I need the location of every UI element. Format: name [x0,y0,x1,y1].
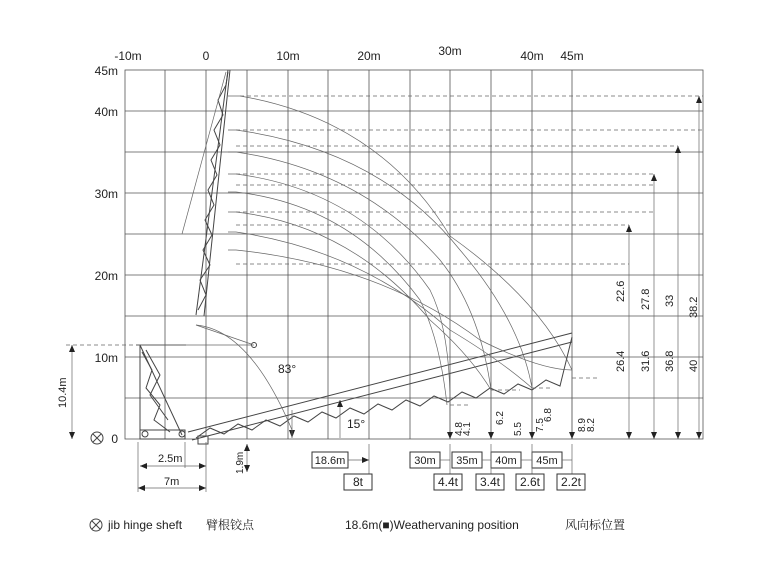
height-range-low: 26.4 [615,350,627,372]
y-tick-label: 0 [111,432,118,446]
height-range-high: 22.6 [615,280,627,302]
radius-box-label: 45m [536,455,558,467]
height-range-high: 33 [664,294,676,307]
tip-height-b: 6.8 [543,408,554,422]
load-box-label: 2.6t [519,475,541,489]
weathervane-legend-text: 18.6m(■)Weathervaning position [345,518,519,532]
dim-7-label: 7m [164,476,180,488]
tip-height-b: 4.1 [462,422,473,436]
load-box-label: 3.4t [479,475,501,489]
height-range-low: 40 [688,359,700,372]
y-axis-labels [95,64,119,446]
jib-curves [228,96,572,405]
x-axis-labels [114,44,583,63]
height-range-high: 27.8 [640,288,652,310]
radius-box-label: 30m [414,455,436,467]
height-range-low: 36.8 [664,350,676,372]
height-range-high: 38.2 [688,296,700,318]
hinge-height-label: 10.4m [57,377,69,408]
load-box-label: 8t [352,475,364,489]
legend [90,517,625,532]
tip-height-b: 8.2 [586,418,597,432]
y-tick-label: 40m [94,105,118,119]
hinge-legend-text: jib hinge sheft [108,518,183,532]
load-box-label: 4.4t [437,475,459,489]
tip-height-b: 5.5 [513,422,524,436]
min-angle-label: 15° [347,417,366,431]
tip-height-a: 4.8 [454,422,465,436]
tip-height-a: 8.9 [577,418,588,432]
radius-box-label: 35m [456,455,478,467]
x-tick-label: 20m [357,49,381,63]
radius-boxes [312,444,572,475]
tip-height-a: 6.2 [495,411,506,425]
height-range-low: 31.6 [640,350,652,372]
y-tick-label: 30m [94,187,118,201]
x-tick-label: 45m [560,49,584,63]
y-tick-label: 10m [94,351,118,365]
hinge-symbol-icon [91,432,103,444]
dim-1-9-label: 1.9m [235,451,246,474]
y-tick-label: 20m [94,269,118,283]
height-dashes [236,96,703,264]
y-tick-label: 45m [94,64,118,78]
height-dimension-lines [626,96,702,439]
x-tick-label: 0 [202,49,210,63]
weathervane-legend-text-cn: 风向标位置 [565,518,626,532]
x-tick-label: 40m [520,49,544,63]
tip-height-a: 7.5 [535,418,546,432]
hinge-legend-text-cn: 臂根铰点 [206,518,255,532]
angle-arcs [140,325,365,438]
max-angle-label: 83° [278,362,297,376]
load-boxes [344,474,585,490]
dim-2-5-label: 2.5m [158,453,183,465]
x-tick-label: -10m [114,49,142,63]
x-tick-label: 10m [276,49,300,63]
radius-box-label: 18.6m [314,455,346,467]
radius-box-label: 40m [495,455,517,467]
x-tick-label: 30m [438,44,462,58]
load-box-label: 2.2t [560,475,582,489]
hinge-legend-icon [90,519,102,531]
height-range-labels [615,281,700,372]
bottom-dimensions [138,442,250,492]
